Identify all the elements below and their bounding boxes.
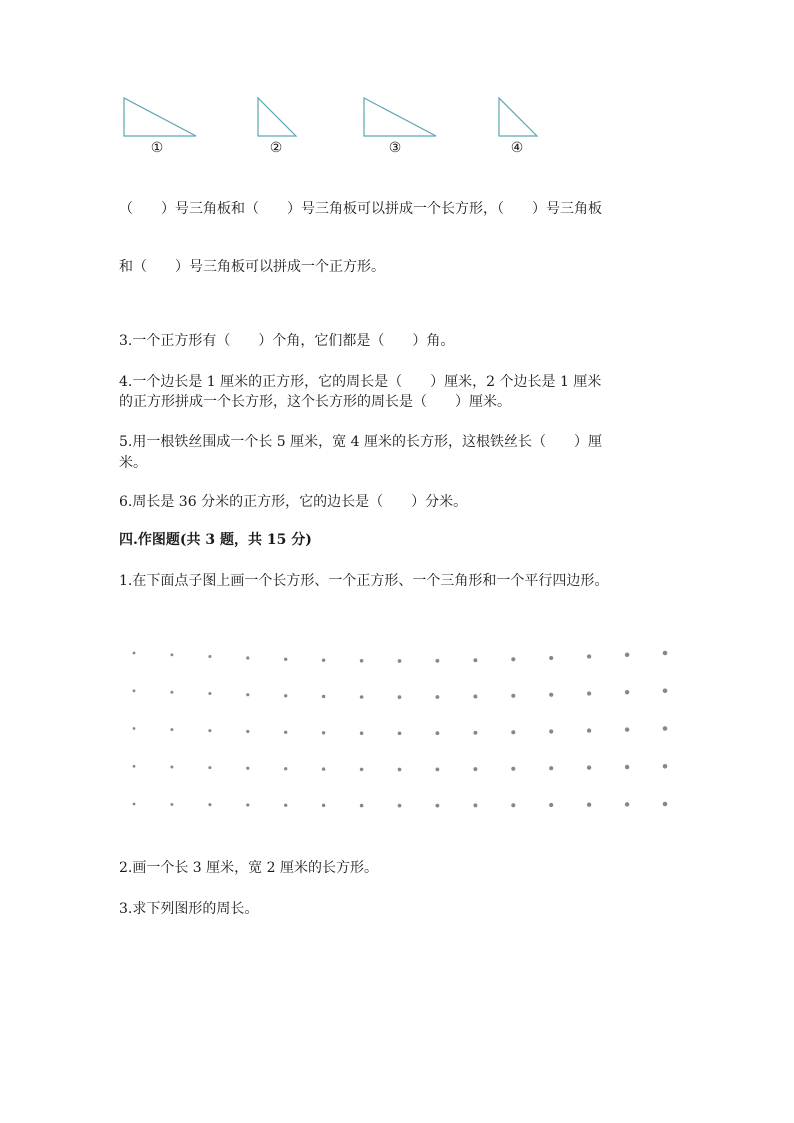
grid-dot[interactable] [170, 691, 173, 694]
grid-dot[interactable] [360, 659, 364, 663]
grid-dot[interactable] [208, 766, 211, 769]
section-4-q3: 3.求下列图形的周长。 [119, 901, 259, 917]
grid-dot[interactable] [587, 728, 591, 732]
grid-dot[interactable] [511, 694, 515, 698]
grid-dot[interactable] [435, 804, 439, 808]
grid-dot[interactable] [625, 802, 629, 806]
grid-dot[interactable] [435, 731, 439, 735]
grid-dot[interactable] [246, 803, 249, 806]
q4-line-2: 的正方形拼成一个长方形，这个长方形的周长是（ ）厘米。 [119, 394, 511, 410]
grid-dot[interactable] [435, 659, 439, 663]
section-4-heading: 四.作图题(共 3 题，共 15 分) [119, 532, 312, 548]
grid-dot[interactable] [511, 803, 515, 807]
grid-dot[interactable] [511, 657, 515, 661]
grid-dot[interactable] [322, 804, 325, 807]
grid-dot[interactable] [133, 689, 136, 692]
q2-line-1: （ ）号三角板和（ ）号三角板可以拼成一个长方形，（ ）号三角板 [119, 201, 602, 217]
grid-dot[interactable] [435, 767, 439, 771]
grid-dot[interactable] [322, 767, 325, 770]
grid-dot[interactable] [625, 765, 629, 769]
grid-dot[interactable] [587, 803, 591, 807]
grid-dot[interactable] [398, 695, 402, 699]
grid-dot[interactable] [322, 731, 325, 734]
grid-dot[interactable] [360, 695, 364, 699]
grid-dot[interactable] [663, 726, 668, 731]
grid-dot[interactable] [398, 804, 402, 808]
grid-dot[interactable] [473, 658, 477, 662]
grid-dot[interactable] [663, 802, 668, 807]
grid-dot[interactable] [208, 655, 211, 658]
q6-text: 6.周长是 36 分米的正方形，它的边长是（ ）分米。 [119, 494, 468, 510]
grid-dot[interactable] [284, 658, 287, 661]
grid-dot[interactable] [360, 804, 364, 808]
grid-dot[interactable] [549, 693, 553, 697]
grid-dot[interactable] [587, 654, 591, 658]
grid-dot[interactable] [549, 803, 553, 807]
grid-dot[interactable] [284, 731, 287, 734]
grid-dot[interactable] [322, 658, 325, 661]
grid-dot[interactable] [208, 692, 211, 695]
grid-dot[interactable] [473, 767, 477, 771]
grid-dot[interactable] [246, 767, 249, 770]
triangle-4-label: ④ [510, 140, 524, 156]
grid-dot[interactable] [208, 803, 211, 806]
grid-dot[interactable] [398, 768, 402, 772]
grid-dot[interactable] [625, 690, 629, 694]
grid-dot[interactable] [398, 659, 402, 663]
grid-dot[interactable] [246, 693, 249, 696]
grid-dot[interactable] [473, 695, 477, 699]
q5-line-1: 5.用一根铁丝围成一个长 5 厘米，宽 4 厘米的长方形，这根铁丝长（ ）厘 [119, 434, 602, 450]
triangle-3-label: ③ [388, 140, 402, 156]
grid-dot[interactable] [549, 766, 553, 770]
grid-dot[interactable] [170, 803, 173, 806]
grid-dot[interactable] [133, 765, 136, 768]
grid-dot[interactable] [473, 731, 477, 735]
grid-dot[interactable] [170, 728, 173, 731]
grid-dot[interactable] [511, 767, 515, 771]
grid-dot[interactable] [663, 764, 668, 769]
grid-dot[interactable] [208, 729, 211, 732]
grid-dot[interactable] [133, 803, 136, 806]
grid-dot[interactable] [284, 767, 287, 770]
triangle-2-label: ② [269, 140, 283, 156]
grid-dot[interactable] [360, 731, 364, 735]
q2-line-2: 和（ ）号三角板可以拼成一个正方形。 [119, 259, 385, 275]
grid-dot[interactable] [133, 652, 136, 655]
grid-dot[interactable] [435, 695, 439, 699]
grid-dot[interactable] [284, 694, 287, 697]
grid-dot[interactable] [587, 691, 591, 695]
q4-line-1: 4.一个边长是 1 厘米的正方形，它的周长是（ ）厘米，2 个边长是 1 厘米 [119, 374, 602, 390]
grid-dot[interactable] [398, 731, 402, 735]
q3-text: 3.一个正方形有（ ）个角，它们都是（ ）角。 [119, 333, 455, 349]
grid-dot[interactable] [511, 730, 515, 734]
section-4-q1: 1.在下面点子图上画一个长方形、一个正方形、一个三角形和一个平行四边形。 [119, 573, 609, 589]
grid-dot[interactable] [663, 651, 668, 656]
grid-dot[interactable] [663, 689, 668, 694]
grid-dot[interactable] [170, 766, 173, 769]
triangle-1-label: ① [150, 140, 164, 156]
grid-dot[interactable] [246, 656, 249, 659]
grid-dot[interactable] [549, 656, 553, 660]
grid-dot[interactable] [549, 729, 553, 733]
grid-dot[interactable] [625, 727, 629, 731]
grid-dot[interactable] [625, 653, 629, 657]
grid-dot[interactable] [170, 653, 173, 656]
grid-dot[interactable] [246, 730, 249, 733]
section-4-q2: 2.画一个长 3 厘米，宽 2 厘米的长方形。 [119, 860, 378, 876]
grid-dot[interactable] [587, 765, 591, 769]
grid-dot[interactable] [360, 768, 364, 772]
grid-dot[interactable] [284, 804, 287, 807]
q5-line-2: 米。 [119, 455, 147, 471]
grid-dot[interactable] [133, 727, 136, 730]
grid-dot[interactable] [473, 803, 477, 807]
grid-dot[interactable] [322, 695, 325, 698]
